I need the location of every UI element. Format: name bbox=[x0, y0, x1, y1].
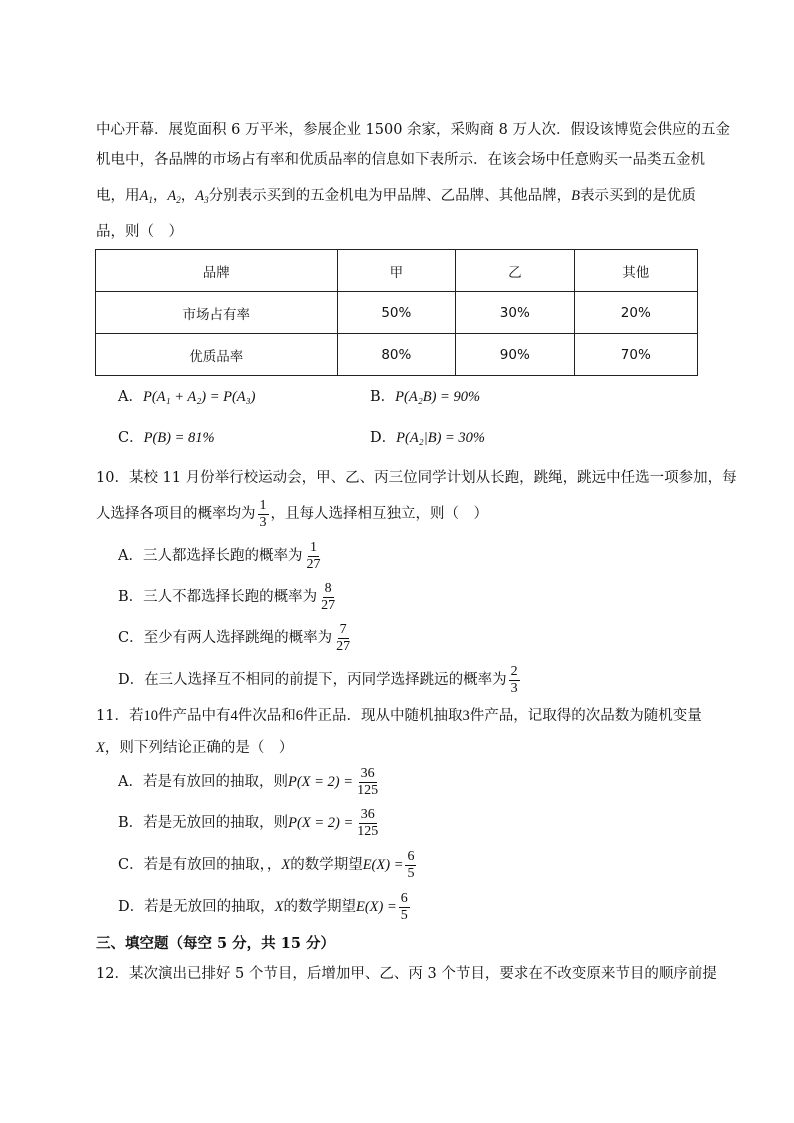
q10-option-c: C．至少有两人选择跳绳的概率为 $\frac{7}{27}$ bbox=[118, 621, 351, 654]
table-cell: 80% bbox=[337, 334, 455, 376]
q9-option-a: A．P(A₁ + A₂) = P(A₃) bbox=[118, 389, 256, 405]
intro-line-4: 品，则（ ） bbox=[96, 224, 183, 240]
fraction: $\frac{6}{5}$ bbox=[400, 890, 408, 923]
table-cell: 20% bbox=[574, 292, 697, 334]
fraction: $\frac{1}{27}$ bbox=[306, 539, 321, 572]
table-header-cell: 其他 bbox=[574, 250, 697, 292]
intro-line-3-b: 分别表示买到的五金机电为甲品牌、乙品牌、其他品牌， bbox=[208, 188, 572, 204]
q11-option-b: B．若是无放回的抽取，则P(X = 2) = $\frac{36}{125}$ bbox=[118, 806, 379, 839]
table-cell: 50% bbox=[337, 292, 455, 334]
q10-option-a: A．三人都选择长跑的概率为 $\frac{1}{27}$ bbox=[118, 539, 321, 572]
var-a3: $A_3$ bbox=[195, 188, 209, 205]
q9-option-d: D．P(A₂|B) = 30% bbox=[370, 430, 486, 446]
q10-stem-1: 10．某校 11 月份举行校运动会，甲、乙、丙三位同学计划从长跑，跳绳，跳远中任选一项参加，每 bbox=[96, 470, 737, 486]
q11-option-c: C．若是有放回的抽取，，X的数学期望E(X) = $\frac{6}{5}$ bbox=[118, 848, 415, 881]
table-cell: 优质品率 bbox=[96, 334, 338, 376]
fraction: $\frac{36}{125}$ bbox=[357, 765, 379, 798]
table-header-row bbox=[96, 250, 698, 292]
var-b: B bbox=[571, 188, 580, 204]
table-row bbox=[96, 292, 698, 334]
q11-option-a: A．若是有放回的抽取，则P(X = 2) = $\frac{36}{125}$ bbox=[118, 765, 379, 798]
section-3-title: 三、填空题（每空 5 分，共 15 分） bbox=[96, 935, 335, 952]
intro-line-1: 中心开幕．展览面积 6 万平米，参展企业 1500 余家，采购商 8 万人次．假设该博览会供应的五金 bbox=[96, 122, 731, 138]
var-a1: $A_1$ bbox=[139, 188, 153, 205]
fraction: $\frac{6}{5}$ bbox=[407, 848, 415, 881]
q11-stem-2: X，则下列结论正确的是（ ） bbox=[96, 740, 294, 756]
q12-stem-1: 12．某次演出已排好 5 个节目，后增加甲、乙、丙 3 个节目，要求在不改变原来节目的顺序前提 bbox=[96, 966, 717, 982]
brand-table bbox=[95, 249, 698, 376]
var-a2: $A_2$ bbox=[167, 188, 181, 205]
intro-line-3: 电，用$A_1$，$A_2$，$A_3$分别表示买到的五金机电为甲品牌、乙品牌、其他品牌，B表示买到的是优质 bbox=[96, 188, 696, 205]
q11-stem-1: 11．若10件产品中有4件次品和6件正品．现从中随机抽取3件产品，记取得的次品数为随机变量 bbox=[96, 708, 702, 724]
q10-option-b: B．三人不都选择长跑的概率为 $\frac{8}{27}$ bbox=[118, 580, 336, 613]
fraction: $\frac{36}{125}$ bbox=[357, 806, 379, 839]
fraction: $\frac{8}{27}$ bbox=[321, 580, 336, 613]
table-header-cell: 品牌 bbox=[96, 250, 338, 292]
table-cell: 90% bbox=[456, 334, 574, 376]
var-x: X bbox=[96, 740, 105, 756]
intro-line-2: 机电中，各品牌的市场占有率和优质品率的信息如下表所示．在该会场中任意购买一品类五金机 bbox=[96, 152, 705, 168]
q10-option-d: D．在三人选择互不相同的前提下，丙同学选择跳远的概率为 $\frac{2}{3}$ bbox=[118, 663, 518, 696]
q10-stem-2: 人选择各项目的概率均为 $\frac{1}{3}$ ，且每人选择相互独立，则（ ） bbox=[96, 497, 488, 530]
table-cell: 市场占有率 bbox=[96, 292, 338, 334]
intro-line-3-a: 电，用 bbox=[96, 188, 140, 204]
intro-line-3-c: 表示买到的是优质 bbox=[579, 188, 696, 204]
table-header-cell: 乙 bbox=[456, 250, 574, 292]
table-header-cell: 甲 bbox=[337, 250, 455, 292]
q9-option-c: C．P(B) = 81% bbox=[118, 430, 215, 446]
table-cell: 70% bbox=[574, 334, 697, 376]
fraction: $\frac{7}{27}$ bbox=[336, 621, 351, 654]
q11-option-d: D．若是无放回的抽取，X的数学期望E(X) = $\frac{6}{5}$ bbox=[118, 890, 408, 923]
table-cell: 30% bbox=[456, 292, 574, 334]
table-row bbox=[96, 334, 698, 376]
q9-option-b: B．P(A₂B) = 90% bbox=[370, 389, 481, 405]
fraction: $\frac{2}{3}$ bbox=[510, 663, 518, 696]
fraction: $\frac{1}{3}$ bbox=[259, 497, 267, 530]
